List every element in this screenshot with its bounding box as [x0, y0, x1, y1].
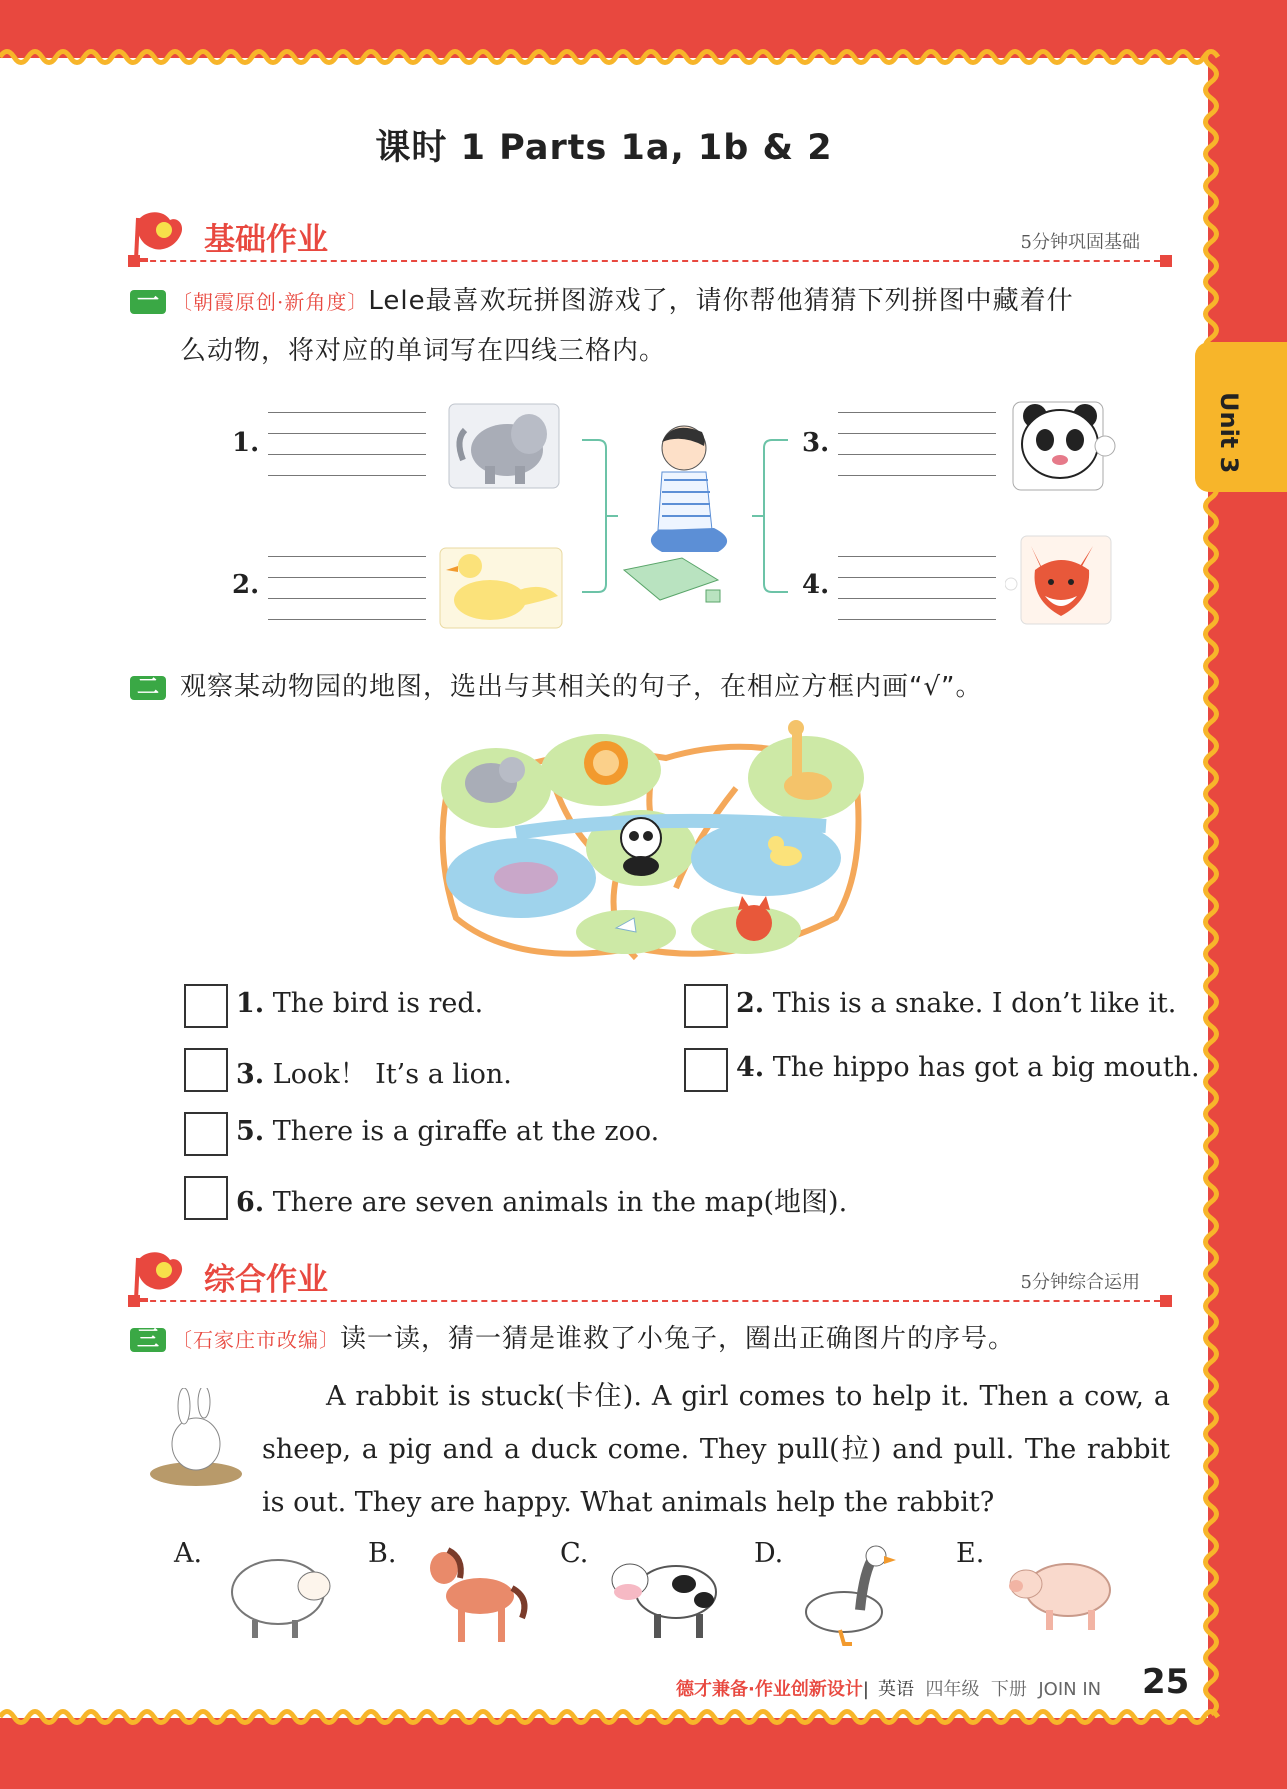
- section-comp-title: 综合作业: [204, 1262, 328, 1298]
- boy-with-puzzle-illustration: [622, 420, 740, 610]
- q3-option-c-label: C.: [560, 1538, 589, 1569]
- footer-info: 英语 四年级 下册 JOIN IN: [878, 1679, 1102, 1700]
- q2-sentence-3: 3. Look！ It’s a lion.: [236, 1059, 512, 1090]
- wavy-border-right: [1198, 50, 1224, 1720]
- q2-checkbox-6[interactable]: [184, 1176, 228, 1220]
- horse-icon[interactable]: [418, 1538, 538, 1650]
- q1-item2-number: 2.: [232, 570, 260, 600]
- q2-sentence-2: 2. This is a snake. I don’t like it.: [736, 988, 1177, 1019]
- q2-sentence-1: 1. The bird is red.: [236, 988, 484, 1019]
- q2-checkbox-2[interactable]: [684, 984, 728, 1028]
- heart-flag-icon: [130, 208, 186, 262]
- q1-tag: 〔朝霞原创·新角度〕: [172, 290, 369, 314]
- q1-item4-writing-lines[interactable]: [838, 556, 996, 620]
- unit-tab: [1195, 342, 1287, 492]
- page-number: 25: [1142, 1662, 1190, 1702]
- q1-prompt: [172, 276, 1172, 327]
- pig-icon[interactable]: [1004, 1550, 1124, 1636]
- section-comp-subtitle: 5分钟综合运用: [1020, 1272, 1140, 1293]
- duck-puzzle-icon: [430, 540, 570, 632]
- q1-text-line2: 么动物，将对应的单词写在四线三格内。: [180, 336, 667, 366]
- q2-sentence-4: 4. The hippo has got a big mouth.: [736, 1052, 1200, 1083]
- q3-badge: 三: [130, 1328, 166, 1352]
- left-bracket-line: [580, 436, 620, 596]
- elephant-puzzle-icon: [445, 400, 563, 492]
- fox-icon: [736, 896, 772, 941]
- hippo-icon: [494, 862, 558, 894]
- q1-item2-writing-lines[interactable]: [268, 556, 426, 620]
- rabbit-stuck-illustration: [146, 1388, 246, 1490]
- q2-checkbox-4[interactable]: [684, 1048, 728, 1092]
- panda-puzzle-icon: [1005, 386, 1117, 498]
- zoo-map-illustration: [436, 718, 866, 964]
- q2-checkbox-5[interactable]: [184, 1112, 228, 1156]
- footer-brand: 德才兼备·作业创新设计|: [676, 1679, 869, 1700]
- q3-text: 读一读，猜一猜是谁救了小兔子，圈出正确图片的序号。: [340, 1324, 1016, 1354]
- q2-checkbox-1[interactable]: [184, 984, 228, 1028]
- q3-passage: A rabbit is stuck(卡住). A girl comes to help it. Then a cow, a sheep, a pig and a duck come. They pull(拉) and pull. The rabbit is out. They are happy. What animals help the rabbit?: [262, 1381, 1170, 1518]
- unit-tab-label: Unit 3: [1215, 392, 1243, 474]
- q2-prompt: 观察某动物园的地图，选出与其相关的句子，在相应方框内画“√”。: [180, 672, 983, 702]
- cow-icon[interactable]: [604, 1540, 724, 1644]
- q2-sentence-6: 6. There are seven animals in the map(地图).: [236, 1187, 848, 1218]
- wavy-border-bottom: [0, 1706, 1230, 1728]
- q3-option-b-label: B.: [368, 1538, 397, 1569]
- q1-item3-writing-lines[interactable]: [838, 412, 996, 476]
- q3-prompt: [172, 1314, 1172, 1365]
- q3-tag: 〔石家庄市改编〕: [172, 1328, 340, 1352]
- q2-checkbox-3[interactable]: [184, 1048, 228, 1092]
- section-basic-subtitle: 5分钟巩固基础: [1020, 232, 1140, 253]
- section-basic-header: [130, 208, 1170, 268]
- q1-item4-number: 4.: [802, 570, 830, 600]
- lion-icon: [584, 741, 628, 785]
- q1-item1-writing-lines[interactable]: [268, 412, 426, 476]
- page-title: 课时 1 Parts 1a, 1b & 2: [375, 128, 833, 168]
- q1-item1-number: 1.: [232, 428, 260, 458]
- q1-text-line1: Lele最喜欢玩拼图游戏了，请你帮他猜猜下列拼图中藏着什: [368, 286, 1074, 316]
- q3-option-e-label: E.: [956, 1538, 985, 1569]
- fox-puzzle-icon: [1005, 530, 1117, 638]
- panda-icon: [621, 818, 661, 876]
- heart-flag-icon: [130, 1248, 186, 1302]
- wavy-border-top: [0, 46, 1230, 68]
- right-bracket-line: [750, 436, 790, 596]
- section-comp-header: [130, 1248, 1170, 1308]
- q2-sentence-5: 5. There is a giraffe at the zoo.: [236, 1116, 660, 1147]
- q1-item3-number: 3.: [802, 428, 830, 458]
- q2-badge: 二: [130, 676, 166, 700]
- q3-option-a-label: A.: [174, 1538, 203, 1569]
- section-basic-title: 基础作业: [204, 222, 328, 258]
- duck-icon[interactable]: [800, 1540, 900, 1648]
- sheep-icon[interactable]: [222, 1540, 342, 1642]
- q1-badge: 一: [130, 290, 166, 314]
- q3-option-d-label: D.: [754, 1538, 784, 1569]
